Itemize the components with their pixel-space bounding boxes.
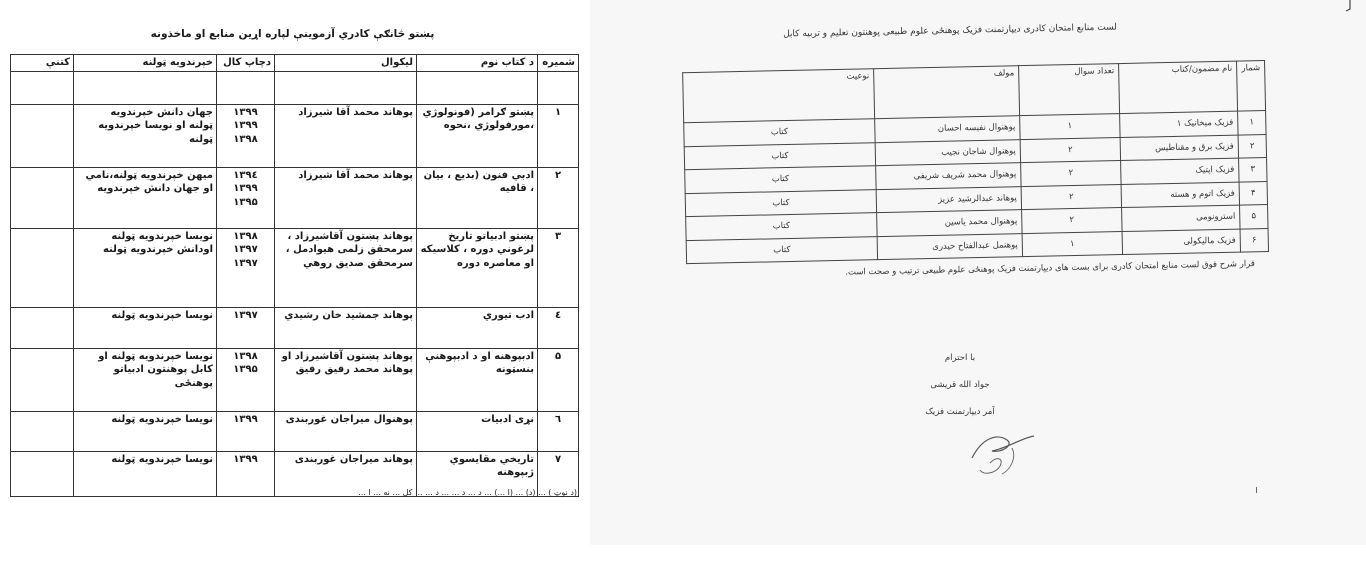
- table-row: [11, 167, 579, 228]
- row-type: کتاب: [686, 213, 877, 240]
- row-number: ۶: [1240, 228, 1268, 252]
- row-author: پوهاند میراجان غوربندی: [275, 451, 417, 496]
- row-subject: فزیک مالیکولی: [1122, 229, 1240, 255]
- row-note: [11, 104, 74, 167]
- header-book: د کتاب نوم: [417, 55, 538, 72]
- row-year: ۱۳۹۸ ۱۳۹۵: [217, 348, 275, 411]
- row-number: ٤: [538, 307, 579, 348]
- header-subject: نام مضمون/کتاب: [1119, 61, 1238, 113]
- pashto-sources-table: [10, 54, 579, 497]
- row-type: کتاب: [685, 166, 876, 193]
- row-number: ٦: [538, 411, 579, 451]
- row-question-count: ۲: [1021, 161, 1121, 187]
- row-author: پوهاند پښتون آقاشیرزاد او پوهاند محمد رفیق رفیق: [275, 348, 417, 411]
- row-author: پوهنوال محمد شریف شریفی: [876, 163, 1021, 190]
- margin-mark: [1256, 487, 1257, 493]
- row-type: کتاب: [685, 189, 876, 216]
- row-note: [11, 348, 74, 411]
- header-number: شمار: [1237, 61, 1266, 112]
- page-title: پښتو څانګې کادري آزموینې لپاره اړین منابع او ماخذونه: [150, 28, 435, 40]
- header-notes: کتنې: [11, 55, 74, 72]
- table-row: [11, 411, 579, 451]
- row-subject: استرونومی: [1122, 205, 1240, 231]
- row-question-count: ۲: [1020, 137, 1120, 163]
- table-row: [11, 307, 579, 348]
- row-year: ۱۳۹۸ ۱۳۹۷ ۱۳۹۷: [217, 228, 275, 307]
- row-subject: فزیک اپتیک: [1121, 158, 1239, 184]
- closing-line: با احترام: [944, 353, 976, 363]
- row-author: پوهاند پښتون آقاشیرزاد ، سرمحقق زلمی هیوادمل ، سرمحقق صدیق روهي: [275, 228, 417, 307]
- row-author: پوهنوال میراجان غوربندی: [275, 411, 417, 451]
- handwritten-signature-icon: [962, 418, 1042, 478]
- header-number: شمیره: [538, 55, 579, 72]
- row-book: نړی ادبیات: [417, 411, 538, 451]
- row-note: [11, 167, 74, 228]
- row-type: کتاب: [684, 119, 875, 146]
- row-number: ۱: [1238, 110, 1266, 134]
- row-publisher: نویسا خپرندویه ټولنه اودانش خپرندویه ټولنه: [74, 228, 217, 307]
- row-author: پوهنوال نفیسه احسان: [875, 116, 1020, 143]
- row-number: ۳: [538, 228, 579, 307]
- row-author: پوهاند محمد آقا شیرزاد: [275, 104, 417, 167]
- signer-role: آمر دیپارتمنت فزیک: [925, 407, 995, 417]
- row-number: ۳: [1239, 157, 1267, 181]
- row-subject: فزیک برق و مقناطیس: [1120, 135, 1238, 161]
- row-book: پښتو ادبیاتو تاریخ لرغوني دوره ، کلاسیکه او معاصره دوره: [417, 228, 538, 307]
- row-publisher: نویسا خپرندویه ټولنه: [74, 307, 217, 348]
- row-note: [11, 228, 74, 307]
- row-subject: فزیک اتوم و هسته: [1121, 182, 1239, 208]
- row-publisher: نویسا خپرندویه ټولنه: [74, 451, 217, 496]
- row-type: کتاب: [686, 236, 877, 263]
- row-author: پوهنمل عبدالفتاح حیدری: [877, 233, 1022, 260]
- row-number: ۵: [538, 348, 579, 411]
- row-number: ۲: [1238, 134, 1266, 158]
- row-author: پوهاند عبدالرشید عزیز: [876, 186, 1021, 213]
- row-author: پوهاند جمشید خان رشیدي: [275, 307, 417, 348]
- header-author: مولف: [874, 66, 1020, 119]
- row-book: ادبپوهنه او د ادبپوهنې بنسټونه: [417, 348, 538, 411]
- row-year: ۱۳۹۹ ۱۳۹۹ ۱۳۹۸: [217, 104, 275, 167]
- row-book: ادبي فنون (بدیع ، بیان ، قافیه: [417, 167, 538, 228]
- row-author: پوهنوال شاجان نجیب: [875, 139, 1020, 166]
- row-question-count: ۱: [1022, 231, 1122, 257]
- header-year: دچاپ کال: [217, 55, 275, 72]
- row-year: ۱۳۹۹: [217, 451, 275, 496]
- row-note: [11, 307, 74, 348]
- row-author: پوهاند محمد آقا شیرزاد: [275, 167, 417, 228]
- row-year: ۱۳۹۹: [217, 411, 275, 451]
- row-book: پښتو ګرامر (فونولوژي ،مورفولوژي ،نحوه: [417, 104, 538, 167]
- row-note: [11, 411, 74, 451]
- cut-off-footer-text: (د نوټ ) ... (د) ... (ا ...) ... د ... د ... ... د ... ... کل ... نه ... ا ...: [358, 488, 577, 497]
- signature-block: [890, 345, 1030, 426]
- row-book: تاریخي مقایسوي ژبپوهنه: [417, 451, 538, 496]
- confirmation-note: قرار شرح فوق لست منابع امتحان کادری برای بست های دیپارتمنت فزیک پوهنځی علوم طبیعی ترتیب و صحت است.: [845, 259, 1256, 278]
- table-row: [11, 348, 579, 411]
- row-publisher: میهن خپرندویه ټولنه،نامي او جهان دانش خپرندویه: [74, 167, 217, 228]
- row-publisher: جهان دانش خپرندویه ټولنه او نویسا خپرندویه ټولنه: [74, 104, 217, 167]
- header-author: لیکوال: [275, 55, 417, 72]
- row-number: ۱: [538, 104, 579, 167]
- row-number: ۴: [1239, 181, 1267, 205]
- row-question-count: ۱: [1020, 114, 1120, 140]
- table-row-empty: [11, 71, 579, 104]
- pashto-sources-page: [0, 0, 585, 500]
- row-question-count: ۲: [1021, 184, 1121, 210]
- row-type: کتاب: [684, 142, 875, 169]
- header-type: نوعیت: [683, 69, 875, 123]
- row-subject: فزیک میخانیک ۱: [1120, 111, 1238, 137]
- row-question-count: ۲: [1022, 208, 1122, 234]
- row-year: ۱۳۹۷: [217, 307, 275, 348]
- row-number: ۷: [538, 451, 579, 496]
- row-number: ۵: [1240, 204, 1268, 228]
- table-row: [11, 104, 579, 167]
- header-publisher: خپرندویه ټولنه: [74, 55, 217, 72]
- physics-sources-table: [682, 60, 1269, 264]
- row-book: ادب تیوري: [417, 307, 538, 348]
- page-title: لست منابع امتحان کادری دیپارتمنت فزیک پوهنځی علوم طبیعی پوهنتون تعلیم و تربیه کابل: [783, 22, 1117, 40]
- row-year: ۱۳۹٤ ۱۳۹۹ ۱۳۹۵: [217, 167, 275, 228]
- row-publisher: نویسا خپرندویه ټولنه: [74, 411, 217, 451]
- physics-sources-page: [590, 0, 1366, 545]
- table-header-row: [11, 55, 579, 72]
- header-question-count: تعداد سوال: [1019, 64, 1120, 116]
- table-row: [11, 228, 579, 307]
- row-publisher: نویسا خپرندویه ټولنه او کابل پوهنتون ادبیاتو پوهنځی: [74, 348, 217, 411]
- signer-name: جواد الله قریشی: [930, 380, 990, 390]
- row-number: ۲: [538, 167, 579, 228]
- corner-mark-icon: [1344, 0, 1352, 12]
- row-author: پوهنوال محمد یاسین: [877, 210, 1022, 237]
